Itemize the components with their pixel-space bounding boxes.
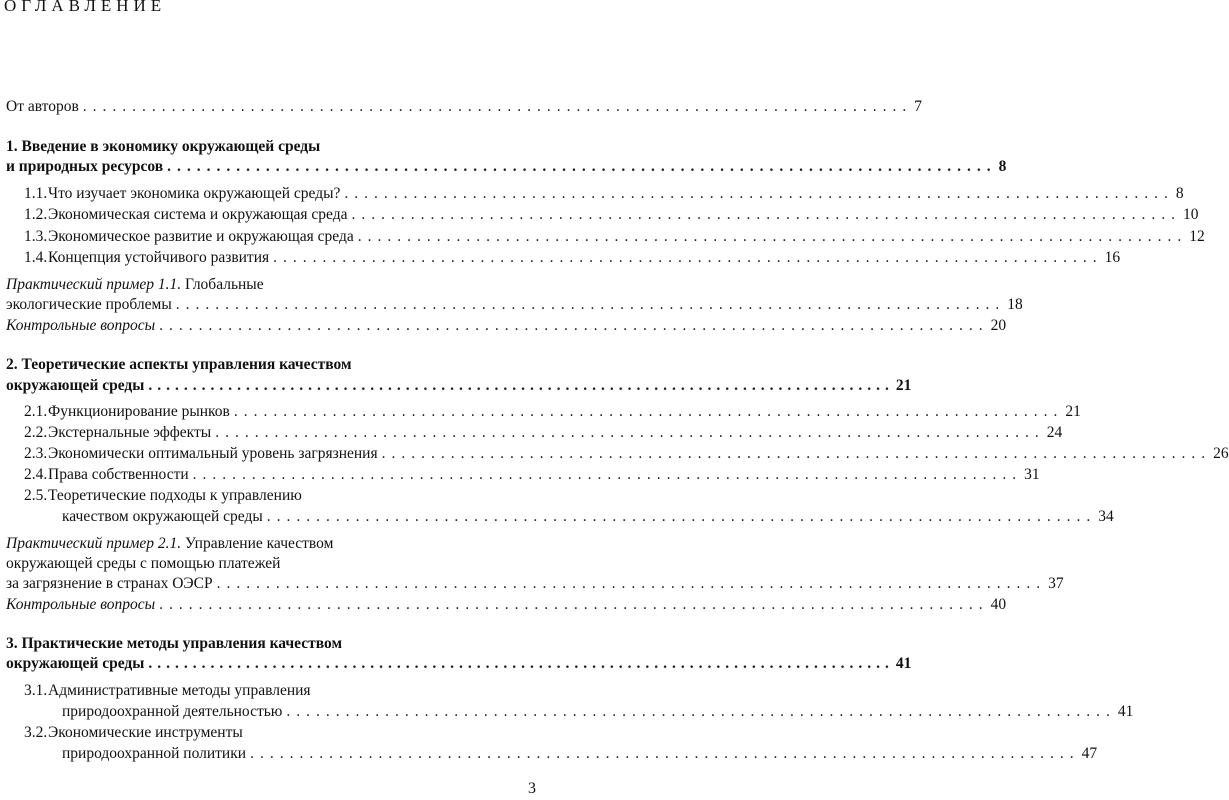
toc-page-number: 21	[1065, 403, 1081, 420]
dot-leader: ....................................................................................	[159, 596, 989, 613]
section-number: 3.2.	[24, 724, 48, 741]
toc-entry-example-1-1[interactable]	[6, 295, 1023, 315]
example-title-part: Управление качеством	[185, 535, 334, 552]
chapter-2-title-line1[interactable]: 2. Теоретические аспекты управления качеством	[6, 356, 352, 373]
toc-label: Контрольные вопросы	[6, 596, 156, 613]
example-title-part: Глобальные	[185, 276, 264, 293]
dot-leader: ....................................................................................	[357, 228, 1188, 245]
toc-entry-2-4[interactable]	[24, 465, 1040, 485]
toc-page-number: 34	[1098, 508, 1114, 525]
toc-page-number: 26	[1213, 445, 1229, 462]
toc-label: природоохранной деятельностью	[62, 703, 283, 720]
dot-leader: ....................................................................................	[381, 445, 1212, 462]
toc-label: Административные методы управления	[48, 682, 311, 699]
example-1-1-line1[interactable]	[6, 275, 264, 295]
dot-leader: ....................................................................................	[192, 466, 1023, 483]
toc-label: Функционирование рынков	[48, 403, 230, 420]
section-number: 1.4.	[24, 249, 48, 266]
toc-entry-1-3[interactable]	[24, 227, 1205, 247]
example-title-part: окружающей среды с помощью платежей	[6, 555, 281, 572]
toc-label: Теоретические подходы к управлению	[48, 487, 302, 504]
example-title-part: экологические проблемы	[6, 296, 172, 313]
toc-label: Экономическое развитие и окружающая среда	[48, 228, 354, 245]
dot-leader: ....................................................................................	[266, 508, 1097, 525]
toc-entry-1-2[interactable]	[24, 205, 1199, 225]
toc-label: Контрольные вопросы	[6, 317, 156, 334]
toc-entry-1-1[interactable]	[24, 184, 1184, 204]
toc-label: Экономические инструменты	[48, 724, 243, 741]
dot-leader: ....................................................................................	[250, 745, 1080, 762]
toc-entry-1-4[interactable]	[24, 248, 1121, 268]
toc-page-number: 21	[895, 377, 912, 394]
toc-page-number: 18	[1007, 296, 1023, 313]
dot-leader: ....................................................................................	[233, 403, 1064, 420]
example-prefix: Практический пример 1.1.	[6, 276, 182, 293]
section-number: 1.1.	[24, 185, 48, 202]
toc-label: природоохранной политики	[62, 745, 247, 762]
example-2-1-line1[interactable]	[6, 534, 333, 554]
toc-page-number: 8	[998, 158, 1007, 175]
section-number: 3.1.	[24, 682, 48, 699]
toc-page-number: 8	[1175, 185, 1184, 202]
chapter-3-title-line2: окружающей среды	[6, 655, 145, 672]
toc-label: Права собственности	[48, 466, 189, 483]
toc-label: Концепция устойчивого развития	[48, 249, 270, 266]
toc-entry-3-2[interactable]	[62, 744, 1098, 764]
dot-leader: ....................................................................................	[82, 98, 913, 115]
toc-entry-example-2-1[interactable]	[6, 574, 1064, 594]
section-number: 2.2.	[24, 424, 48, 441]
dot-leader: ....................................................................................	[286, 703, 1116, 720]
toc-entry-2-2[interactable]	[24, 423, 1063, 443]
toc-page-number: 31	[1024, 466, 1040, 483]
page-heading: ОГЛАВЛЕНИЕ	[4, 0, 167, 15]
toc-entry-2-1[interactable]	[24, 402, 1081, 422]
toc-page-number: 40	[990, 596, 1007, 613]
dot-leader: ....................................................................................	[216, 575, 1047, 592]
toc-page-number: 41	[1117, 703, 1134, 720]
chapter-2-title-line2: окружающей среды	[6, 377, 145, 394]
section-3-1-line1[interactable]	[24, 681, 311, 701]
toc-page-number: 16	[1104, 249, 1121, 266]
toc-entry-authors[interactable]	[6, 97, 923, 117]
section-number: 1.3.	[24, 228, 48, 245]
section-number: 2.4.	[24, 466, 48, 483]
toc-label: Что изучает экономика окружающей среды?	[48, 185, 341, 202]
toc-page-number: 24	[1046, 424, 1063, 441]
chapter-1-title-line2: и природных ресурсов	[6, 158, 164, 175]
toc-page-number: 10	[1182, 206, 1199, 223]
section-number: 1.2.	[24, 206, 48, 223]
toc-page-number: 37	[1048, 575, 1064, 592]
toc-label: От авторов	[6, 98, 79, 115]
section-number: 2.5.	[24, 487, 48, 504]
toc-entry-3-1[interactable]	[62, 702, 1134, 722]
toc-entry-questions-1[interactable]	[6, 316, 1007, 336]
dot-leader: ....................................................................................	[159, 317, 989, 334]
chapter-3-title-line1[interactable]: 3. Практические методы управления качеством	[6, 635, 342, 652]
toc-label: Экономическая система и окружающая среда	[48, 206, 348, 223]
section-2-5-line1[interactable]	[24, 486, 302, 506]
toc-page-number: 41	[895, 655, 912, 672]
toc-entry-2-3[interactable]	[24, 444, 1229, 464]
toc-page-number: 7	[914, 98, 923, 115]
example-prefix: Практический пример 2.1.	[6, 535, 182, 552]
dot-leader: ....................................................................................	[351, 206, 1181, 223]
dot-leader: ....................................................................................	[148, 655, 894, 672]
toc-page-number: 12	[1189, 228, 1205, 245]
dot-leader: ....................................................................................	[344, 185, 1174, 202]
example-title-part: за загрязнение в странах ОЭСР	[6, 575, 213, 592]
toc-entry-chapter-2[interactable]	[6, 376, 912, 396]
dot-leader: ....................................................................................	[273, 249, 1103, 266]
toc-label: качеством окружающей среды	[62, 508, 263, 525]
chapter-1-title-line1[interactable]: 1. Введение в экономику окружающей среды	[6, 138, 321, 155]
toc-entry-2-5[interactable]	[62, 507, 1114, 527]
toc-label: Экстернальные эффекты	[48, 424, 212, 441]
dot-leader: ....................................................................................	[148, 377, 894, 394]
dot-leader: ....................................................................................	[167, 158, 997, 175]
section-number: 2.3.	[24, 445, 48, 462]
toc-entry-questions-2[interactable]	[6, 595, 1007, 615]
dot-leader: ....................................................................................	[215, 424, 1045, 441]
toc-page-number: 47	[1081, 745, 1098, 762]
toc-entry-chapter-1[interactable]	[6, 157, 1007, 177]
dot-leader: ....................................................................................	[175, 296, 1006, 313]
toc-label: Экономически оптимальный уровень загрязнения	[48, 445, 378, 462]
toc-page-number: 20	[990, 317, 1007, 334]
section-3-2-line1[interactable]	[24, 723, 243, 743]
page-folio-number: 3	[528, 780, 536, 797]
toc-entry-chapter-3[interactable]	[6, 654, 912, 674]
section-number: 2.1.	[24, 403, 48, 420]
